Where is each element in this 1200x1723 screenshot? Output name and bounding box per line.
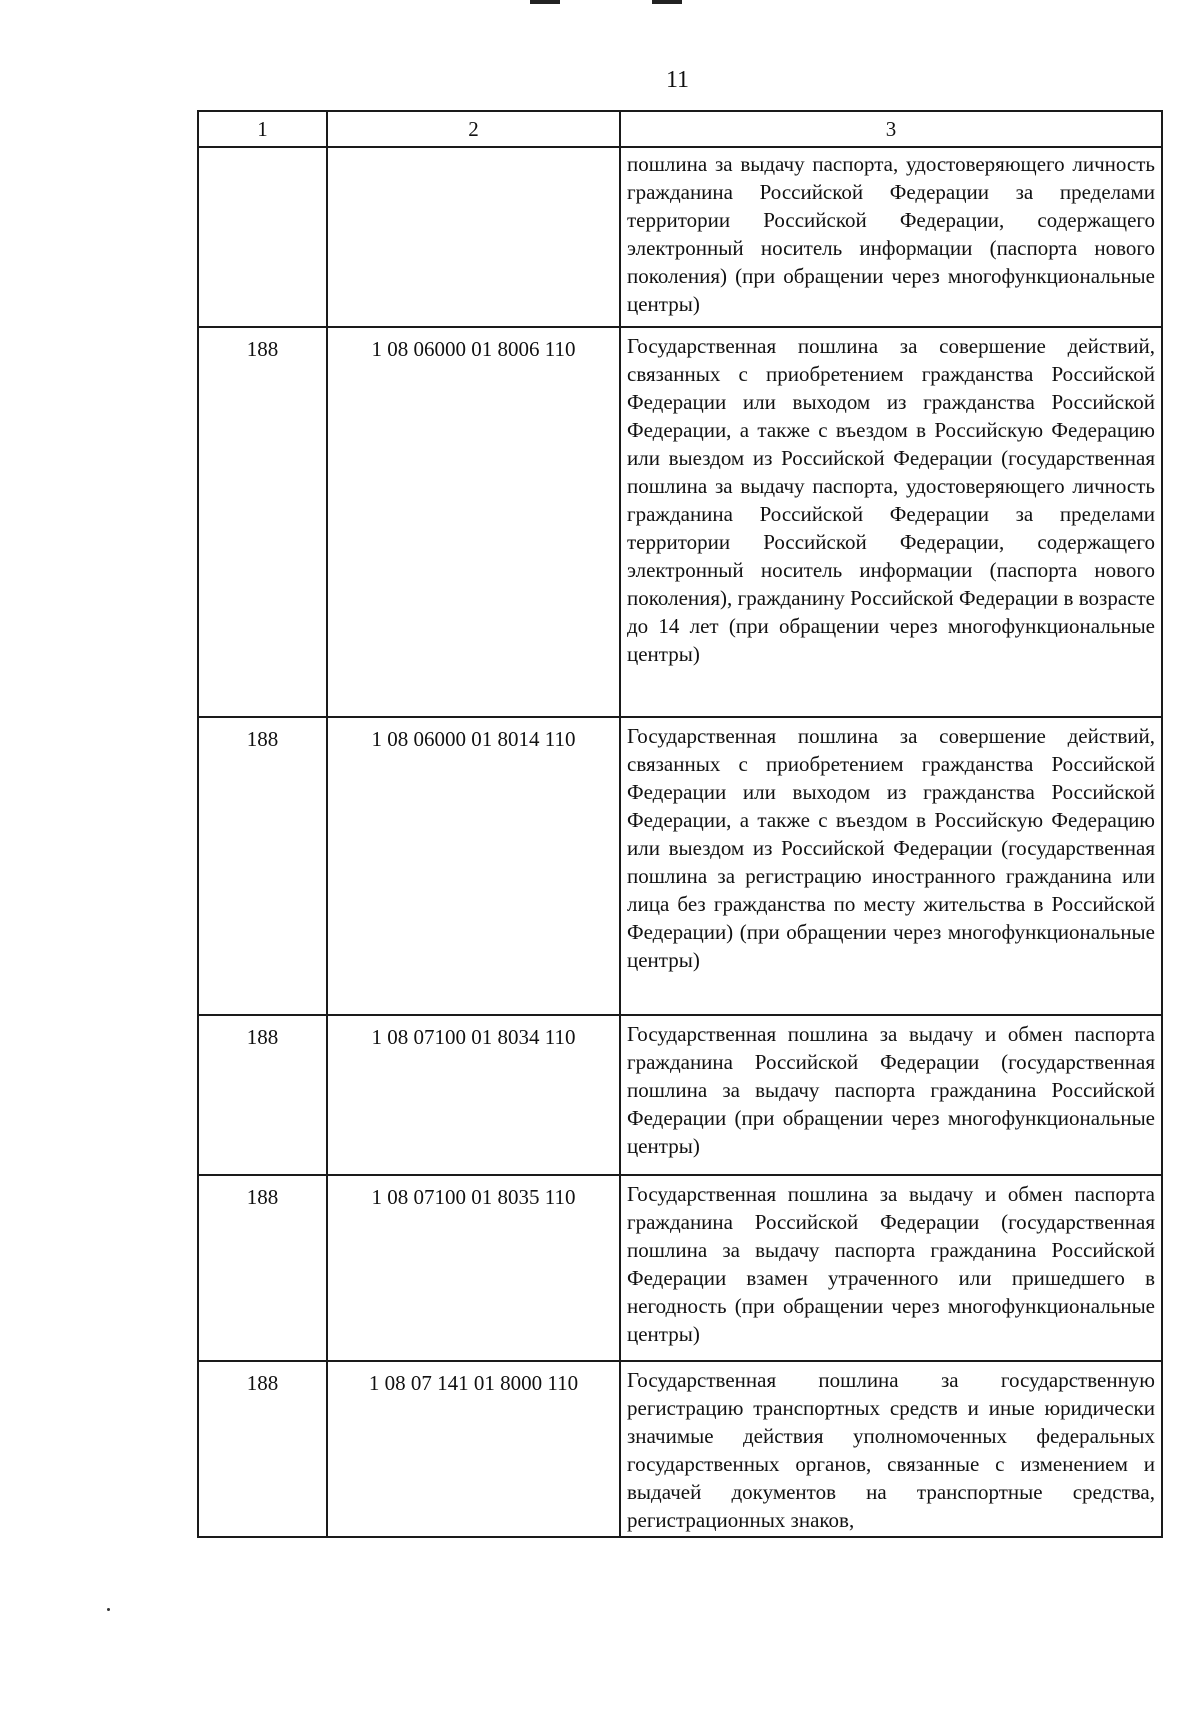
table-row <box>198 147 1162 327</box>
admin-code-cell <box>198 147 327 327</box>
admin-code-cell: 188 <box>198 1175 327 1361</box>
page-number: 11 <box>665 67 690 93</box>
kbk-code-cell: 1 08 06000 01 8006 110 <box>327 327 620 717</box>
kbk-code-cell: 1 08 07100 01 8034 110 <box>327 1015 620 1175</box>
description-cell: Государственная пошлина за выдачу и обмен паспорта гражданина Российской Федерации (государственная пошлина за выдачу паспорта гражданина Российской Федерации (при обращении через многофункциональные центры) <box>620 1015 1162 1175</box>
admin-code-cell: 188 <box>198 1015 327 1175</box>
header-col-2: 2 <box>327 111 620 147</box>
kbk-code-cell: 1 08 07100 01 8035 110 <box>327 1175 620 1361</box>
admin-code-cell: 188 <box>198 1361 327 1537</box>
top-edge-mark-right <box>652 0 682 4</box>
header-col-1: 1 <box>198 111 327 147</box>
kbk-code-cell: 1 08 06000 01 8014 110 <box>327 717 620 1015</box>
top-edge-mark-left <box>530 0 560 4</box>
table-header-row <box>198 111 1162 147</box>
description-cell: пошлина за выдачу паспорта, удостоверяющего личность гражданина Российской Федерации за пределами территории Российской Федерации, содержащего электронный носитель информации (паспорта нового поколения) (при обращении через многофункциональные центры) <box>620 147 1162 327</box>
description-cell: Государственная пошлина за совершение действий, связанных с приобретением гражданства Российской Федерации или выходом из гражданства Российской Федерации, а также с въездом в Российскую Федерацию или выездом из Российской Федерации (государственная пошлина за регистрацию иностранного гражданина или лица без гражданства по месту жительства в Российской Федерации) (при обращении через многофункциональные центры) <box>620 717 1162 1015</box>
scan-speck <box>107 1608 110 1611</box>
kbk-code-cell <box>327 147 620 327</box>
table-row <box>198 1015 1162 1175</box>
kbk-table <box>197 110 1163 1538</box>
table-row <box>198 1175 1162 1361</box>
description-cell: Государственная пошлина за выдачу и обмен паспорта гражданина Российской Федерации (государственная пошлина за выдачу паспорта гражданина Российской Федерации взамен утраченного или пришедшего в негодность (при обращении через многофункциональные центры) <box>620 1175 1162 1361</box>
admin-code-cell: 188 <box>198 717 327 1015</box>
admin-code-cell: 188 <box>198 327 327 717</box>
description-cell: Государственная пошлина за государственную регистрацию транспортных средств и иные юридически значимые действия уполномоченных федеральных государственных органов, связанные с изменением и выдачей документов на транспортные средства, регистрационных знаков, <box>620 1361 1162 1537</box>
table-row <box>198 717 1162 1015</box>
description-cell: Государственная пошлина за совершение действий, связанных с приобретением гражданства Российской Федерации или выходом из гражданства Российской Федерации, а также с въездом в Российскую Федерацию или выездом из Российской Федерации (государственная пошлина за выдачу паспорта, удостоверяющего личность гражданина Российской Федерации за пределами территории Российской Федерации, содержащего электронный носитель информации (паспорта нового поколения), гражданину Российской Федерации в возрасте до 14 лет (при обращении через многофункциональные центры) <box>620 327 1162 717</box>
table-row <box>198 327 1162 717</box>
kbk-code-cell: 1 08 07 141 01 8000 110 <box>327 1361 620 1537</box>
header-col-3: 3 <box>620 111 1162 147</box>
table-row <box>198 1361 1162 1537</box>
